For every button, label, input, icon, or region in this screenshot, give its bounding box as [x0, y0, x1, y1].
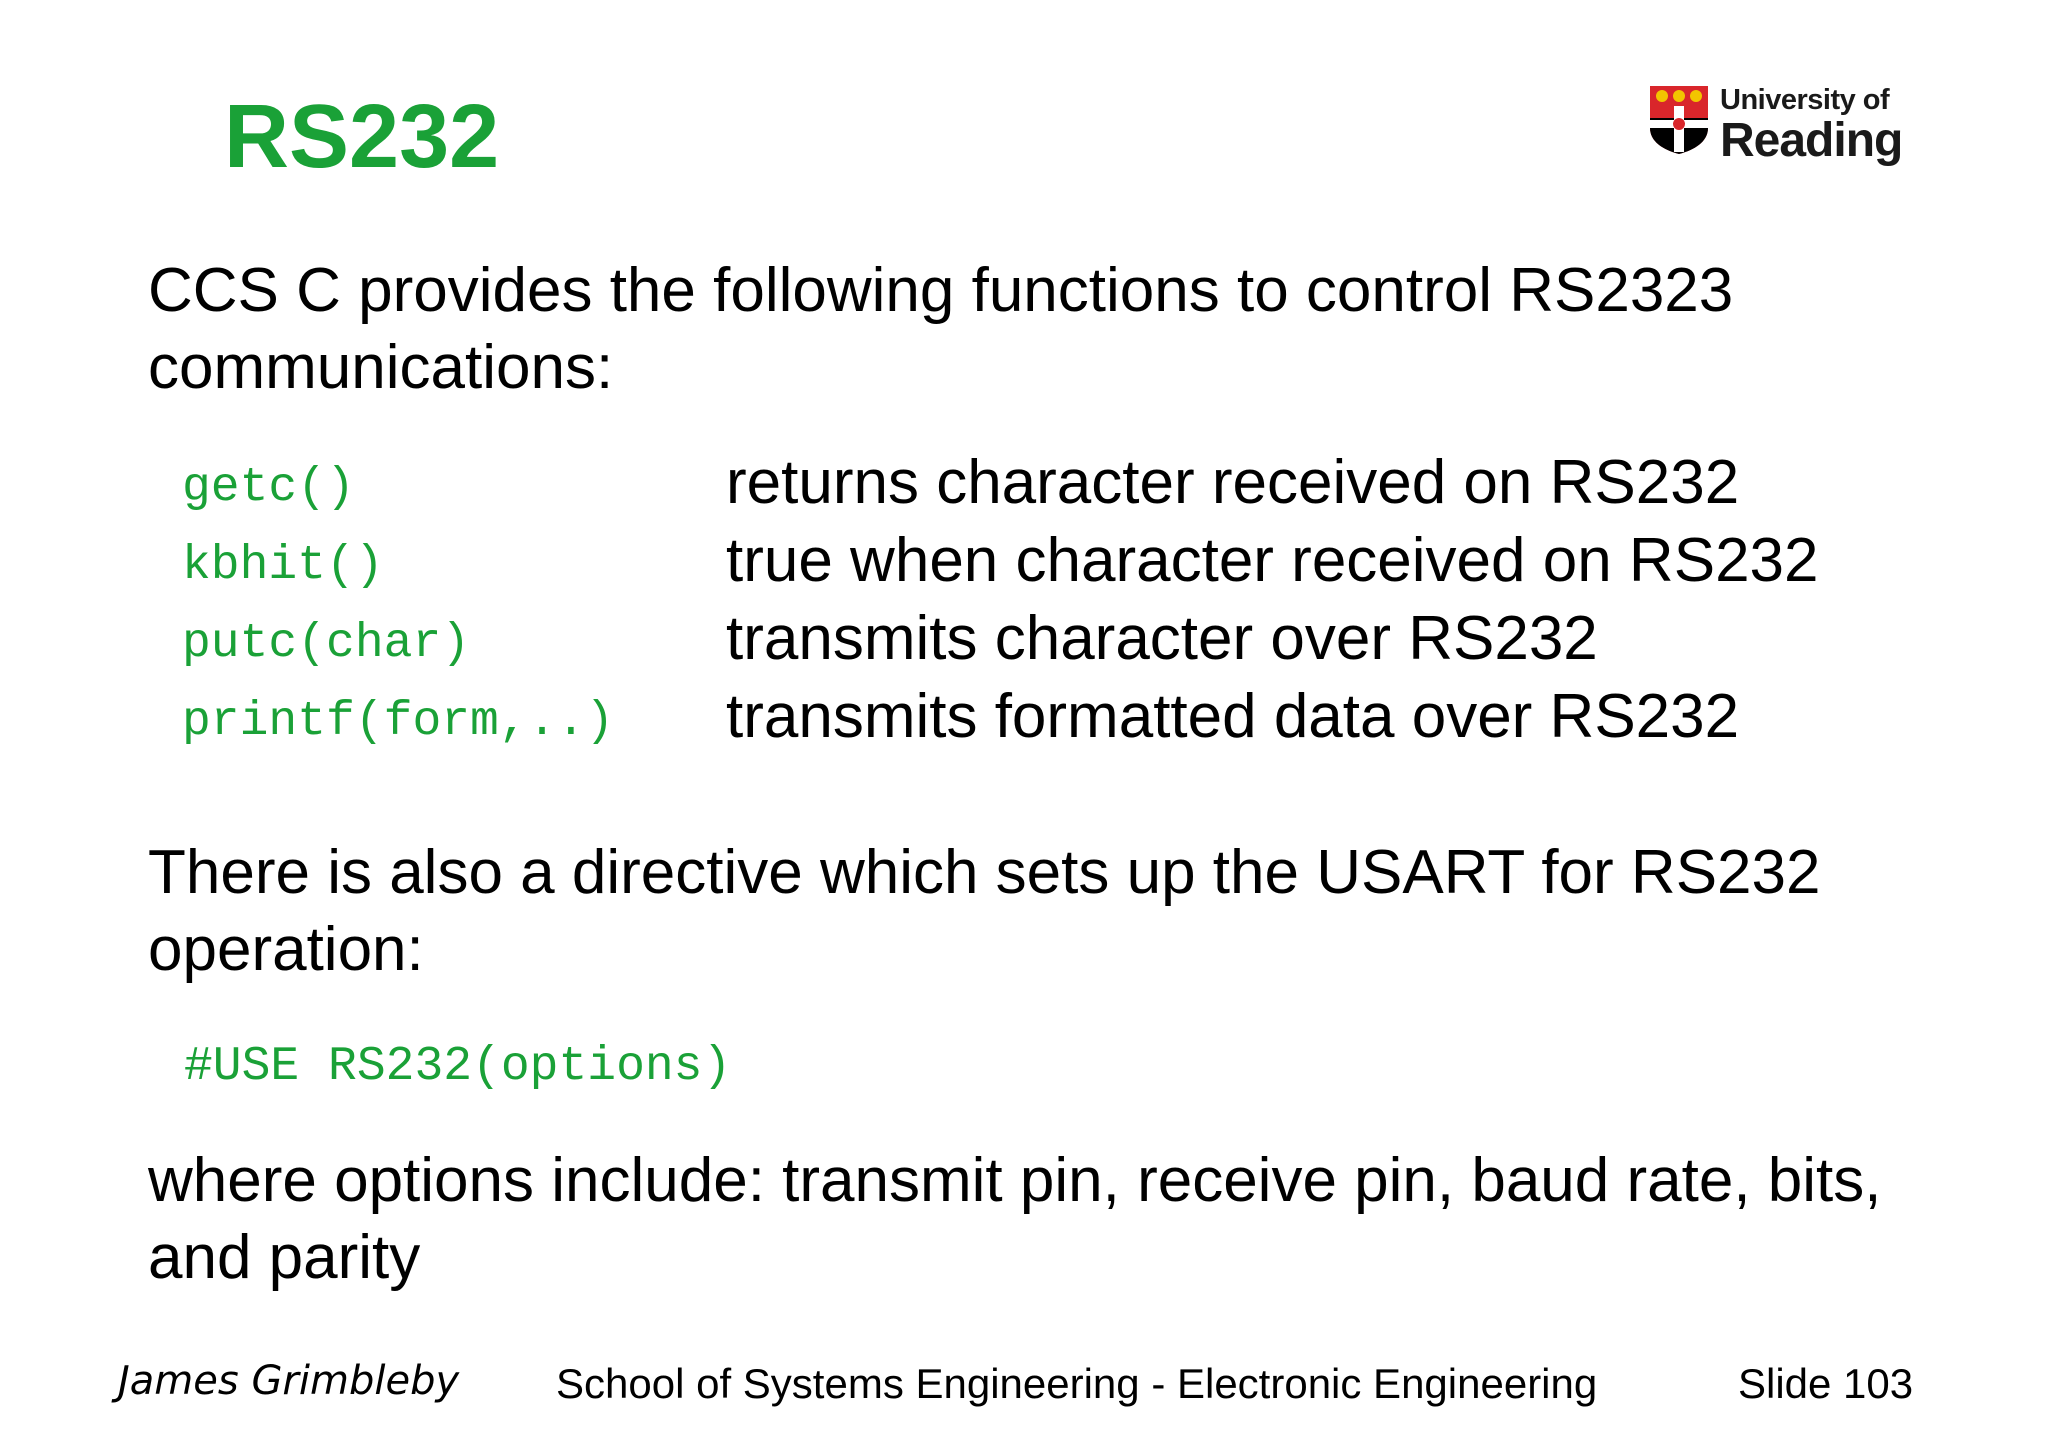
function-code: getc(): [182, 461, 355, 515]
logo-line-university: University of: [1720, 84, 1890, 116]
function-code: printf(form,..): [182, 695, 615, 749]
function-row-printf: [0, 681, 2048, 758]
function-code: kbhit(): [182, 539, 384, 593]
function-row-kbhit: [0, 525, 2048, 602]
directive-paragraph: There is also a directive which sets up the USART for RS232 operation:: [148, 838, 1821, 984]
function-description: true when character received on RS232: [726, 526, 1819, 595]
logo-text: [1720, 84, 1902, 166]
slide-footer: [0, 1358, 2048, 1418]
shield-icon: [1648, 84, 1710, 156]
university-logo: [1648, 84, 1910, 168]
intro-paragraph: CCS C provides the following functions to control RS2323 communications:: [148, 256, 1734, 402]
function-description: transmits formatted data over RS232: [726, 682, 1740, 751]
function-code: putc(char): [182, 617, 471, 671]
function-description: returns character received on RS232: [726, 448, 1740, 517]
function-row-putc: [0, 603, 2048, 680]
options-paragraph: where options include: transmit pin, receive pin, baud rate, bits, and parity: [148, 1146, 1882, 1292]
logo-line-reading: Reading: [1720, 114, 1903, 167]
function-row-getc: [0, 447, 2048, 524]
footer-school: School of Systems Engineering - Electronic Engineering: [556, 1360, 1598, 1407]
slide-title: RS232: [224, 87, 500, 187]
footer-slide-number: Slide 103: [1738, 1360, 1914, 1407]
function-description: transmits character over RS232: [726, 604, 1598, 673]
footer-author: James Grimbleby: [118, 1358, 460, 1404]
directive-code: #USE RS232(options): [184, 1040, 732, 1094]
